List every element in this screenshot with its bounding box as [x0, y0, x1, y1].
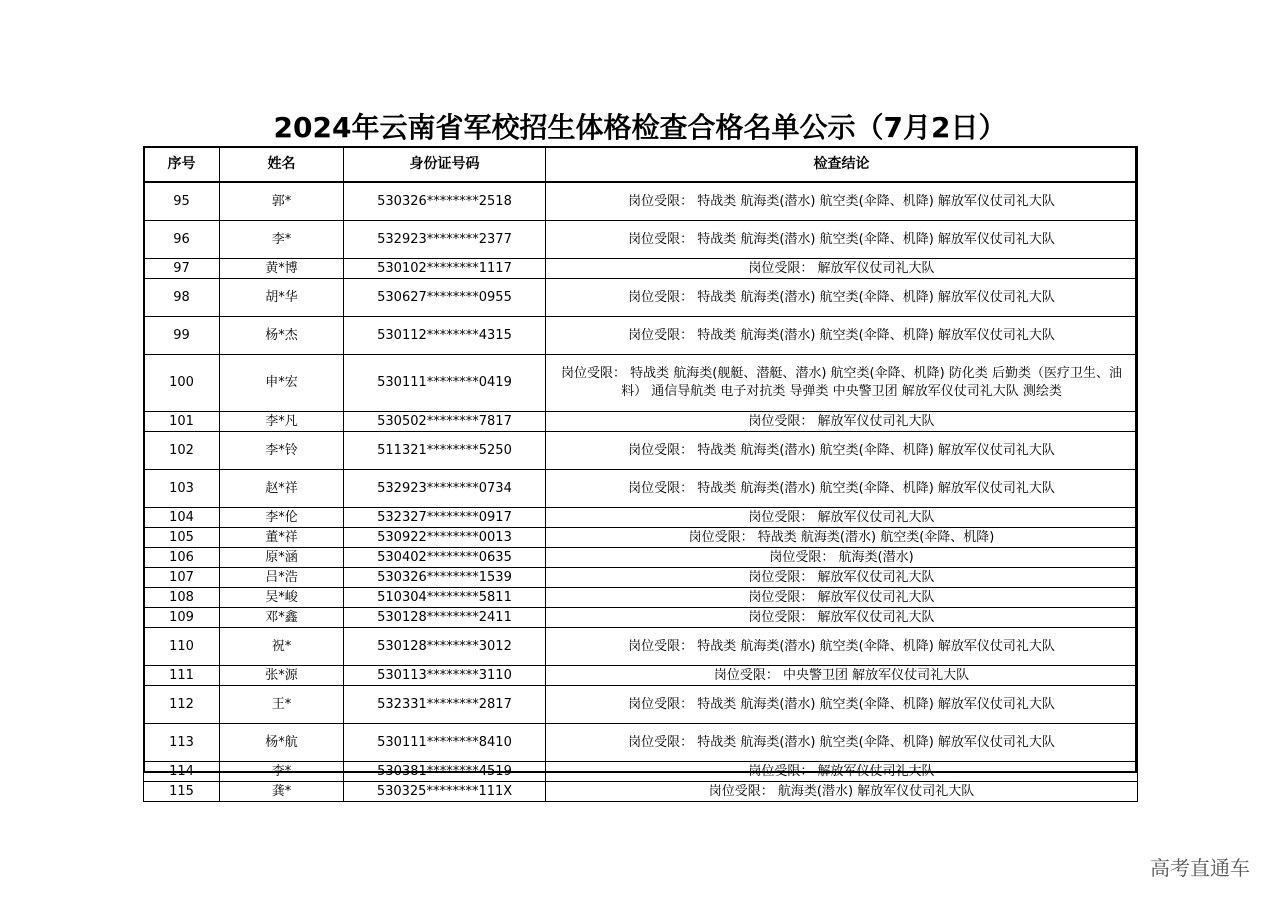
cell-result: 岗位受限： 解放军仪仗司礼大队 [546, 762, 1138, 782]
cell-result: 岗位受限： 解放军仪仗司礼大队 [546, 588, 1138, 608]
cell-id-number: 530112********4315 [344, 317, 546, 355]
cell-result: 岗位受限： 特战类 航海类(潜水) 航空类(伞降、机降) [546, 528, 1138, 548]
cell-id-number: 530111********8410 [344, 724, 546, 762]
cell-name: 李*伦 [220, 508, 344, 528]
table-row [144, 782, 1138, 802]
table-row [144, 608, 1138, 628]
cell-result: 岗位受限： 特战类 航海类(潜水) 航空类(伞降、机降) 解放军仪仗司礼大队 [546, 628, 1138, 666]
cell-number: 110 [144, 628, 220, 666]
cell-id-number: 530381********4519 [344, 762, 546, 782]
cell-result: 岗位受限： 特战类 航海类(潜水) 航空类(伞降、机降) 解放军仪仗司礼大队 [546, 470, 1138, 508]
cell-name: 张*源 [220, 666, 344, 686]
cell-result: 岗位受限： 中央警卫团 解放军仪仗司礼大队 [546, 666, 1138, 686]
cell-number: 99 [144, 317, 220, 355]
cell-id-number: 511321********5250 [344, 432, 546, 470]
cell-result: 岗位受限： 特战类 航海类(舰艇、潜艇、潜水) 航空类(伞降、机降) 防化类 后勤类（医疗卫生、油料） 通信导航类 电子对抗类 导弹类 中央警卫团 解放军仪仗司礼大队 测绘类 [546, 355, 1138, 412]
cell-result: 岗位受限： 特战类 航海类(潜水) 航空类(伞降、机降) 解放军仪仗司礼大队 [546, 432, 1138, 470]
table-row [144, 221, 1138, 259]
cell-result: 岗位受限： 解放军仪仗司礼大队 [546, 568, 1138, 588]
cell-result: 岗位受限： 解放军仪仗司礼大队 [546, 608, 1138, 628]
table-row [144, 588, 1138, 608]
cell-number: 105 [144, 528, 220, 548]
table-row [144, 508, 1138, 528]
cell-name: 李* [220, 762, 344, 782]
cell-name: 邓*鑫 [220, 608, 344, 628]
table-row [144, 548, 1138, 568]
cell-number: 111 [144, 666, 220, 686]
cell-name: 吕*浩 [220, 568, 344, 588]
cell-id-number: 530922********0013 [344, 528, 546, 548]
table-row [144, 432, 1138, 470]
cell-name: 黄*博 [220, 259, 344, 279]
cell-number: 107 [144, 568, 220, 588]
page-title: 2024年云南省军校招生体格检查合格名单公示（7月2日） [273, 111, 1007, 144]
table-row [144, 762, 1138, 782]
cell-name: 董*祥 [220, 528, 344, 548]
cell-id-number: 532327********0917 [344, 508, 546, 528]
cell-id-number: 530128********2411 [344, 608, 546, 628]
cell-name: 郭* [220, 182, 344, 221]
cell-number: 98 [144, 279, 220, 317]
cell-result: 岗位受限： 航海类(潜水) 解放军仪仗司礼大队 [546, 782, 1138, 802]
cell-number: 97 [144, 259, 220, 279]
cell-number: 112 [144, 686, 220, 724]
table-header-row [144, 147, 1138, 183]
cell-number: 101 [144, 412, 220, 432]
cell-number: 114 [144, 762, 220, 782]
cell-id-number: 530111********0419 [344, 355, 546, 412]
column-header-id-number: 身份证号码 [344, 147, 546, 183]
cell-number: 96 [144, 221, 220, 259]
cell-name: 吴*峻 [220, 588, 344, 608]
table-row [144, 686, 1138, 724]
cell-result: 岗位受限： 解放军仪仗司礼大队 [546, 412, 1138, 432]
cell-id-number: 530102********1117 [344, 259, 546, 279]
cell-id-number: 530402********0635 [344, 548, 546, 568]
table-row [144, 724, 1138, 762]
column-header-number: 序号 [144, 147, 220, 183]
table-body [144, 182, 1138, 802]
cell-result: 岗位受限： 特战类 航海类(潜水) 航空类(伞降、机降) 解放军仪仗司礼大队 [546, 724, 1138, 762]
qualified-list-table [143, 146, 1138, 802]
cell-name: 申*宏 [220, 355, 344, 412]
cell-name: 李*凡 [220, 412, 344, 432]
cell-id-number: 530326********2518 [344, 182, 546, 221]
table-row [144, 628, 1138, 666]
cell-number: 109 [144, 608, 220, 628]
column-header-name: 姓名 [220, 147, 344, 183]
cell-id-number: 530502********7817 [344, 412, 546, 432]
table-row [144, 528, 1138, 548]
cell-name: 祝* [220, 628, 344, 666]
table-row [144, 279, 1138, 317]
cell-result: 岗位受限： 特战类 航海类(潜水) 航空类(伞降、机降) 解放军仪仗司礼大队 [546, 686, 1138, 724]
table-row [144, 355, 1138, 412]
cell-name: 赵*祥 [220, 470, 344, 508]
cell-number: 100 [144, 355, 220, 412]
table-row [144, 412, 1138, 432]
cell-name: 杨*杰 [220, 317, 344, 355]
cell-id-number: 532923********0734 [344, 470, 546, 508]
cell-number: 95 [144, 182, 220, 221]
table-row [144, 470, 1138, 508]
cell-result: 岗位受限： 特战类 航海类(潜水) 航空类(伞降、机降) 解放军仪仗司礼大队 [546, 221, 1138, 259]
cell-result: 岗位受限： 特战类 航海类(潜水) 航空类(伞降、机降) 解放军仪仗司礼大队 [546, 182, 1138, 221]
table-row [144, 259, 1138, 279]
cell-number: 104 [144, 508, 220, 528]
cell-name: 原*涵 [220, 548, 344, 568]
cell-result: 岗位受限： 特战类 航海类(潜水) 航空类(伞降、机降) 解放军仪仗司礼大队 [546, 317, 1138, 355]
cell-id-number: 530325********111X [344, 782, 546, 802]
cell-id-number: 530128********3012 [344, 628, 546, 666]
cell-id-number: 510304********5811 [344, 588, 546, 608]
cell-id-number: 530326********1539 [344, 568, 546, 588]
cell-number: 103 [144, 470, 220, 508]
cell-name: 龚* [220, 782, 344, 802]
cell-name: 王* [220, 686, 344, 724]
table-row [144, 666, 1138, 686]
cell-name: 胡*华 [220, 279, 344, 317]
cell-id-number: 532923********2377 [344, 221, 546, 259]
cell-number: 113 [144, 724, 220, 762]
cell-number: 102 [144, 432, 220, 470]
cell-result: 岗位受限： 航海类(潜水) [546, 548, 1138, 568]
cell-id-number: 530627********0955 [344, 279, 546, 317]
cell-name: 杨*航 [220, 724, 344, 762]
cell-number: 108 [144, 588, 220, 608]
cell-id-number: 532331********2817 [344, 686, 546, 724]
cell-id-number: 530113********3110 [344, 666, 546, 686]
cell-result: 岗位受限： 解放军仪仗司礼大队 [546, 508, 1138, 528]
cell-number: 106 [144, 548, 220, 568]
watermark-text: 高考直通车 [1150, 856, 1250, 880]
cell-name: 李* [220, 221, 344, 259]
column-header-result: 检查结论 [546, 147, 1138, 183]
table-row [144, 317, 1138, 355]
cell-name: 李*铃 [220, 432, 344, 470]
table-row [144, 568, 1138, 588]
cell-number: 115 [144, 782, 220, 802]
cell-result: 岗位受限： 解放军仪仗司礼大队 [546, 259, 1138, 279]
table-row [144, 182, 1138, 221]
cell-result: 岗位受限： 特战类 航海类(潜水) 航空类(伞降、机降) 解放军仪仗司礼大队 [546, 279, 1138, 317]
